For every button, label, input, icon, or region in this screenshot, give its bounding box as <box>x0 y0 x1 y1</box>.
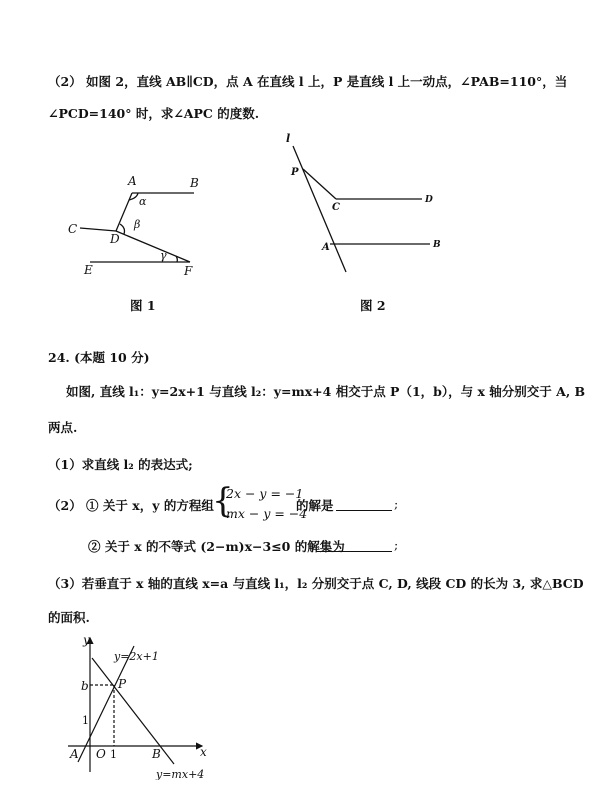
figure-2 <box>280 128 450 278</box>
q24-part2-end: ; <box>394 496 399 511</box>
fig1-segment-df <box>116 231 190 262</box>
fig1-label-alpha: α <box>139 195 147 208</box>
fig2-label-c: C <box>332 202 340 213</box>
graph-label-p: P <box>118 677 127 691</box>
coordinate-graph <box>62 632 222 780</box>
fig1-segment-cd <box>80 228 116 231</box>
fig1-label-f: F <box>184 264 193 278</box>
fig2-label-p: P <box>291 167 299 178</box>
graph-label-one-y: 1 <box>82 714 89 727</box>
graph-label-b-point: B <box>152 747 161 761</box>
system-equation-1: 2x − y = −1 <box>226 486 304 501</box>
q23-part2-line2: ∠PCD=140° 时，求∠APC 的度数. <box>48 106 260 121</box>
system-equation-2: mx − y = −4 <box>226 506 308 521</box>
fig2-segment-pc <box>303 169 336 199</box>
graph-label-line2: y=mx+4 <box>156 768 205 780</box>
graph-label-line1: y=2x+1 <box>114 650 159 663</box>
q24-part3-line2: 的面积. <box>48 610 90 625</box>
system-brace: { <box>212 481 234 521</box>
q24-part2b: ② 关于 x 的不等式 (2−m)x−3≤0 的解集为 <box>88 539 345 554</box>
fig1-label-b: B <box>190 176 199 190</box>
fig1-gamma-arc <box>176 256 177 262</box>
fig1-label-e: E <box>84 263 93 277</box>
figure-1 <box>60 170 240 285</box>
q24-part2b-end: ; <box>394 537 399 552</box>
line-l1 <box>78 646 134 762</box>
q24-part3-line1: （3）若垂直于 x 轴的直线 x=a 与直线 l₁，l₂ 分别交于点 C, D, 线段 CD 的长为 3, 求△BCD <box>48 576 584 591</box>
graph-label-one-x: 1 <box>110 748 117 761</box>
fig2-label-d: D <box>425 195 433 205</box>
graph-label-o: O <box>96 747 106 761</box>
figure-2-caption: 图 2 <box>360 298 386 313</box>
fig1-label-a: A <box>128 174 137 188</box>
graph-label-y: y <box>83 633 90 647</box>
q24-heading: 24. (本题 10 分) <box>48 350 150 365</box>
fig2-label-l: l <box>286 132 291 145</box>
q23-part2-line1: （2） 如图 2，直线 AB∥CD，点 A 在直线 l 上，P 是直线 l 上一动点，∠PAB=110°，当 <box>48 74 568 89</box>
fig1-label-d: D <box>110 232 120 246</box>
figure-1-caption: 图 1 <box>130 298 156 313</box>
q24-intro-line2: 两点. <box>48 420 78 435</box>
q24-intro-line1: 如图, 直线 l₁：y=2x+1 与直线 l₂：y=mx+4 相交于点 P（1，b），与 x 轴分别交于 A, B <box>66 384 586 399</box>
fig2-label-b: B <box>433 240 441 250</box>
fig1-label-gamma: γ <box>160 249 167 262</box>
graph-label-b: b <box>81 679 89 693</box>
q24-part1: （1）求直线 l₂ 的表达式; <box>48 457 193 472</box>
q24-part2-prefix: （2） ① 关于 x，y 的方程组 <box>48 498 214 513</box>
fig1-label-c: C <box>68 222 78 236</box>
fig2-label-a: A <box>322 242 330 253</box>
answer-blank-1[interactable] <box>336 498 392 511</box>
fig1-label-beta: β <box>134 218 141 231</box>
q24-part2-suffix: 的解是 <box>296 498 334 513</box>
fig1-segment-ad <box>116 193 132 231</box>
answer-blank-2[interactable] <box>316 539 392 552</box>
graph-label-x: x <box>200 745 207 759</box>
graph-label-a: A <box>70 747 79 761</box>
